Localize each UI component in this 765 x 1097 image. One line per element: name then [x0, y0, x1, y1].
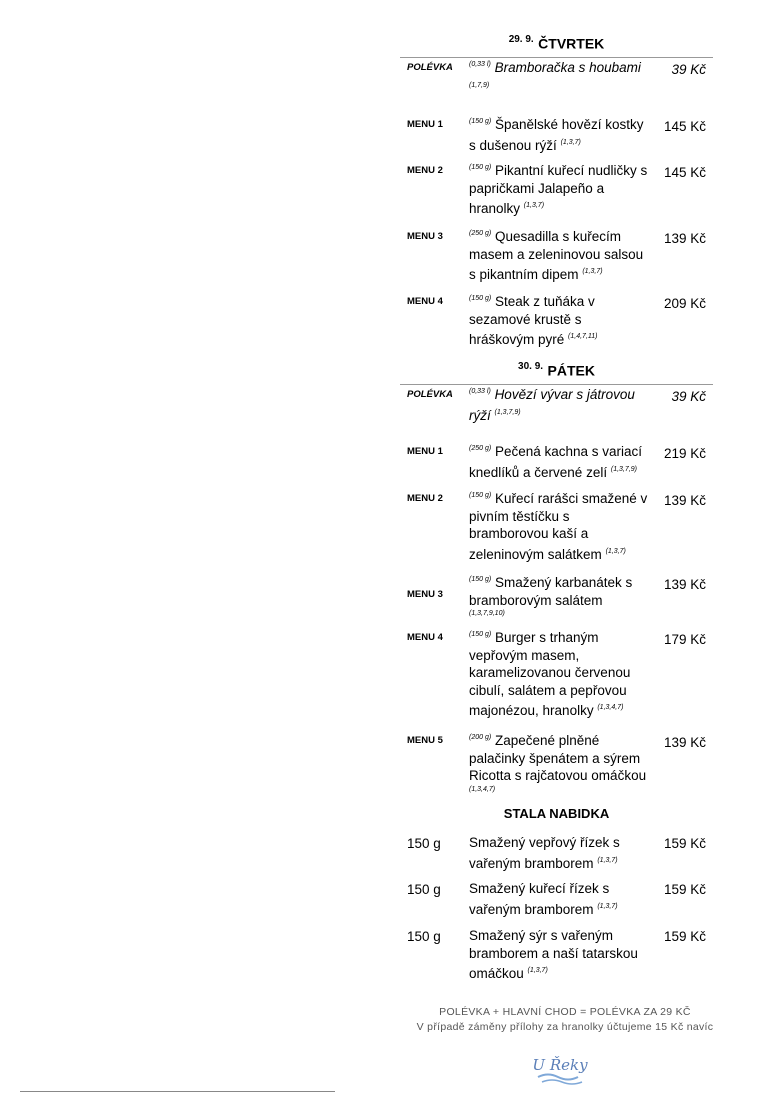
item-allergens: (1,3,4,7): [469, 785, 496, 793]
item-weight: (150 g): [469, 118, 492, 125]
item-description: [469, 834, 649, 872]
item-weight: 150 g: [407, 836, 441, 851]
item-text: Smažený kuřecí řízek s vařeným bramborem: [469, 881, 610, 917]
item-weight: (200 g): [469, 734, 492, 741]
item-weight: (150 g): [469, 576, 492, 583]
item-description: [469, 293, 649, 349]
item-label: MENU 3: [407, 231, 443, 242]
item-price: 145 Kč: [663, 165, 706, 180]
item-weight: (0,33 l): [469, 388, 491, 395]
item-text: Pikantní kuřecí nudličky s papričkami Jalapeño a hranolky: [469, 163, 648, 216]
item-text: Smažený sýr s vařeným bramborem a naší tatarskou omáčkou: [469, 928, 638, 981]
footer-divider: [20, 1091, 335, 1092]
item-allergens: (1,3,7): [523, 202, 545, 209]
item-allergens: (1,3,7): [582, 268, 603, 275]
item-allergens: (1,4,7,11): [568, 333, 598, 340]
item-description: [469, 732, 649, 794]
item-text: Smažený vepřový řízek s vařeným bramborem: [469, 835, 620, 871]
note-fries: V případě záměny přílohy za hranolky účtujeme 15 Kč navíc: [416, 1021, 714, 1033]
item-price: 219 Kč: [663, 446, 706, 461]
item-label: MENU 1: [407, 119, 443, 130]
item-allergens: (1,3,7): [527, 967, 548, 974]
item-label: MENU 2: [407, 493, 443, 504]
note-combo: POLÉVKA + HLAVNÍ CHOD = POLÉVKA ZA 29 KČ: [439, 1006, 691, 1018]
item-text: Pečená kachna s variací knedlíků a červené zelí: [469, 444, 643, 480]
item-description: [469, 629, 649, 720]
item-description: [469, 927, 649, 983]
item-weight: 150 g: [407, 929, 441, 944]
item-allergens: (1,3,7,9): [494, 408, 521, 416]
item-label: MENU 5: [407, 735, 443, 746]
item-allergens: (1,3,7): [605, 547, 626, 555]
item-text: Steak z tuňáka v sezamové krustě s hráškovým pyré: [469, 294, 595, 347]
item-allergens: (1,3,4,7): [597, 704, 624, 711]
item-price: 139 Kč: [663, 231, 706, 246]
day-heading: [400, 361, 713, 380]
divider: [400, 384, 713, 385]
item-price: 209 Kč: [663, 296, 706, 311]
item-label: MENU 4: [407, 296, 443, 307]
item-price: 159 Kč: [663, 836, 706, 851]
item-description: [469, 228, 649, 284]
day-date: 29. 9.: [508, 34, 534, 45]
item-label: POLÉVKA: [407, 389, 453, 400]
item-description: [469, 574, 649, 618]
item-label: MENU 2: [407, 165, 443, 176]
item-text: Zapečené plněné palačinky špenátem a sýrem Ricotta s rajčatovou omáčkou: [469, 733, 647, 783]
item-text: Španělské hovězí kostky s dušenou rýží: [469, 117, 644, 153]
item-weight: (250 g): [469, 445, 492, 452]
day-name: ČTVRTEK: [538, 35, 605, 52]
item-description: [469, 162, 649, 218]
item-description: [469, 386, 649, 424]
item-allergens: (1,3,7): [597, 856, 618, 864]
item-description: [469, 880, 649, 918]
item-label: MENU 4: [407, 632, 443, 643]
item-price: 139 Kč: [663, 577, 706, 592]
item-description: [469, 490, 649, 563]
item-text: Hovězí vývar s játrovou rýží: [469, 387, 635, 423]
item-description: [469, 59, 649, 97]
item-weight: (150 g): [469, 631, 492, 638]
restaurant-logo: [530, 1050, 590, 1090]
item-price: 139 Kč: [663, 735, 706, 750]
svg-text:U Řeky: U Řeky: [532, 1056, 588, 1074]
item-label: POLÉVKA: [407, 62, 453, 73]
item-price: 139 Kč: [663, 493, 706, 508]
item-price: 179 Kč: [663, 632, 706, 647]
day-date: 30. 9.: [518, 361, 544, 372]
item-allergens: (1,3,7): [597, 902, 618, 910]
section-title: STALA NABIDKA: [503, 806, 610, 821]
item-price: 39 Kč: [671, 389, 706, 404]
item-weight: (150 g): [469, 295, 492, 302]
day-name: PÁTEK: [547, 362, 595, 379]
item-weight: (0,33 l): [469, 61, 491, 68]
item-description: [469, 116, 649, 154]
item-allergens: (1,7,9): [469, 81, 490, 89]
item-text: Smažený karbanátek s bramborovým salátem: [469, 575, 633, 608]
item-allergens: (1,3,7,9,10): [469, 610, 505, 617]
day-heading: [400, 34, 713, 53]
item-label: MENU 3: [407, 589, 443, 600]
item-weight: 150 g: [407, 882, 441, 897]
item-allergens: (1,3,7): [560, 138, 581, 146]
item-text: Quesadilla s kuřecím masem a zeleninovou salsou s pikantním dipem: [469, 229, 644, 282]
item-text: Bramboračka s houbami: [494, 60, 641, 75]
divider: [400, 57, 713, 58]
item-price: 159 Kč: [663, 929, 706, 944]
item-weight: (150 g): [469, 164, 492, 171]
item-text: Burger s trhaným vepřovým masem, karamelizovanou červenou cibulí, salátem a pepřovou majonézou, hranolky: [469, 630, 631, 718]
item-price: 159 Kč: [663, 882, 706, 897]
item-weight: (150 g): [469, 492, 492, 499]
item-label: MENU 1: [407, 446, 443, 457]
item-text: Kuřecí rarášci smažené v pivním těstíčku s bramborovou kaší a zeleninovým salátkem: [469, 491, 648, 562]
item-price: 39 Kč: [671, 62, 706, 77]
item-allergens: (1,3,7,9): [610, 465, 637, 473]
item-weight: (250 g): [469, 230, 492, 237]
item-price: 145 Kč: [663, 119, 706, 134]
item-description: [469, 443, 649, 481]
